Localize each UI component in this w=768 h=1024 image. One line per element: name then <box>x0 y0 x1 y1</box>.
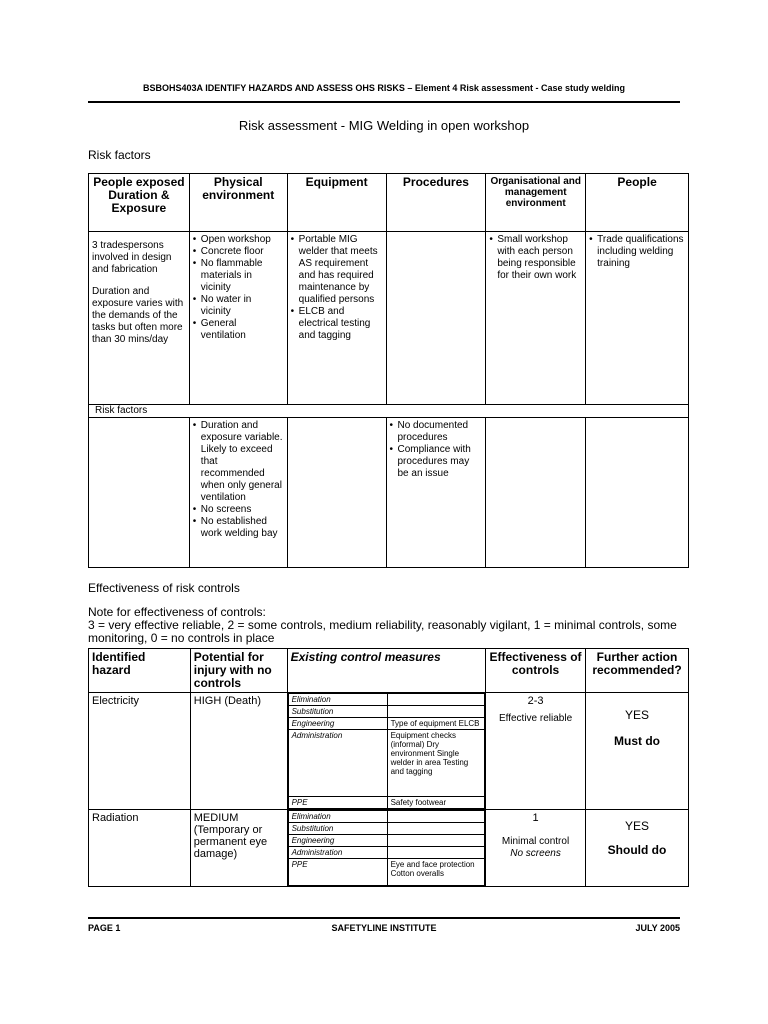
action-value: YES <box>624 819 649 833</box>
action-note: Must do <box>614 734 660 748</box>
controls-cell <box>287 693 486 810</box>
control-row <box>288 823 485 835</box>
control-row <box>288 811 485 823</box>
control-row <box>288 835 485 847</box>
col-procedures: Procedures <box>386 174 486 232</box>
col-potential-injury: Potential for injury with no controls <box>190 649 287 693</box>
control-label: PPE <box>288 797 387 809</box>
header-rule <box>88 101 680 103</box>
risk-factors-subheading: Risk factors <box>89 405 689 418</box>
control-label: Administration <box>288 730 387 797</box>
control-value <box>387 823 485 835</box>
hazard-cell: Electricity <box>89 693 191 810</box>
col-physical-environment: Physical environment <box>189 174 287 232</box>
control-row <box>288 694 485 706</box>
potential-cell: HIGH (Death) <box>190 693 287 810</box>
control-value <box>387 811 485 823</box>
col-people-exposed: People exposed Duration & Exposure <box>89 174 190 232</box>
control-label: Engineering <box>288 718 387 730</box>
list-item: • No screens <box>201 504 284 516</box>
cell-procedures <box>386 232 486 405</box>
control-value <box>387 694 485 706</box>
effectiveness-score: 2-3 <box>527 695 544 707</box>
list-item: • Open workshop <box>201 234 284 246</box>
control-value <box>387 706 485 718</box>
page-title: Risk assessment - MIG Welding in open workshop <box>238 118 530 133</box>
control-value: Safety footwear <box>387 797 485 809</box>
effectiveness-cell <box>486 810 586 887</box>
control-value <box>387 847 485 859</box>
cell-people <box>586 232 689 405</box>
list-item: • Concrete floor <box>201 246 284 258</box>
col-further-action: Further action recommended? <box>586 649 689 693</box>
control-value: Type of equipment ELCB <box>387 718 485 730</box>
footer-rule <box>88 917 680 919</box>
cell-physical-2 <box>189 418 287 568</box>
action-cell <box>586 693 689 810</box>
potential-cell: MEDIUM (Temporary or permanent eye damage) <box>190 810 287 887</box>
cell-empty <box>89 418 190 568</box>
footer-page: PAGE 1 <box>88 923 121 933</box>
controls-cell <box>287 810 486 887</box>
list-item: • Trade qualifications including welding training <box>597 234 685 270</box>
cell-people-exposed <box>89 232 190 405</box>
controls-table <box>288 693 486 809</box>
risk-factors-subheading-row <box>89 405 689 418</box>
table-row <box>89 693 689 810</box>
table-row <box>89 810 689 887</box>
note-title: Note for effectiveness of controls: <box>88 605 266 619</box>
col-identified-hazard: Identified hazard <box>89 649 191 693</box>
effectiveness-text: Minimal control <box>501 836 570 847</box>
control-label: Administration <box>288 847 387 859</box>
col-organisational: Organisational and management environment <box>486 174 586 232</box>
control-row <box>288 706 485 718</box>
control-label: Substitution <box>288 706 387 718</box>
cell-empty <box>586 418 689 568</box>
col-equipment: Equipment <box>287 174 386 232</box>
control-label: Substitution <box>288 823 387 835</box>
control-value: Eye and face protection Cotton overalls <box>387 859 485 886</box>
control-row <box>288 859 485 886</box>
running-header: BSBOHS403A IDENTIFY HAZARDS AND ASSESS OHS RISKS – Element 4 Risk assessment - Case study welding <box>143 83 625 93</box>
col-effectiveness: Effectiveness of controls <box>486 649 586 693</box>
list-item: • Duration and exposure variable. Likely to exceed that recommended when only general ventilation <box>201 420 284 504</box>
control-row <box>288 797 485 809</box>
cell-empty <box>287 418 386 568</box>
list-item: • Compliance with procedures may be an issue <box>398 444 483 480</box>
risk-factors-header-row <box>89 174 689 232</box>
cell-organisational <box>486 232 586 405</box>
cell-physical <box>189 232 287 405</box>
list-item: • ELCB and electrical testing and tagging <box>299 306 383 342</box>
action-cell <box>586 810 689 887</box>
effectiveness-heading: Effectiveness of risk controls <box>88 581 240 595</box>
hazard-cell: Radiation <box>89 810 191 887</box>
cell-empty <box>486 418 586 568</box>
list-item: • Portable MIG welder that meets AS requirement and has required maintenance by qualified persons <box>299 234 383 306</box>
effectiveness-note: No screens <box>510 848 561 859</box>
col-existing-controls: Existing control measures <box>287 649 486 693</box>
risk-factors-row-2 <box>89 418 689 568</box>
effectiveness-cell <box>486 693 586 810</box>
control-row <box>288 847 485 859</box>
action-value: YES <box>624 708 649 722</box>
risk-factors-heading: Risk factors <box>88 148 151 162</box>
effectiveness-score: 1 <box>532 812 539 824</box>
control-row <box>288 730 485 797</box>
list-item: • No water in vicinity <box>201 294 284 318</box>
control-row <box>288 718 485 730</box>
cell-equipment <box>287 232 386 405</box>
footer-institute: SAFETYLINE INSTITUTE <box>331 923 437 933</box>
effectiveness-text: Effective reliable <box>498 713 573 724</box>
footer-date: JULY 2005 <box>635 923 680 933</box>
control-label: Engineering <box>288 835 387 847</box>
controls-table <box>288 810 486 886</box>
control-value <box>387 835 485 847</box>
col-people: People <box>586 174 689 232</box>
control-value: Equipment checks (informal) Dry environment Single welder in area Testing and tagging <box>387 730 485 797</box>
list-item: • No documented procedures <box>398 420 483 444</box>
effectiveness-note <box>88 606 688 645</box>
control-label: Elimination <box>288 811 387 823</box>
duration-text: Duration and exposure varies with the demands of the tasks but often more than 30 mins/day <box>92 286 184 345</box>
people-exposed-text: 3 tradespersons involved in design and fabrication <box>92 240 172 275</box>
effectiveness-table <box>88 648 689 887</box>
list-item: • General ventilation <box>201 318 284 342</box>
list-item: • No flammable materials in vicinity <box>201 258 284 294</box>
action-note: Should do <box>607 843 667 857</box>
control-label: Elimination <box>288 694 387 706</box>
control-label: PPE <box>288 859 387 886</box>
risk-factors-table <box>88 173 689 568</box>
effectiveness-header-row <box>89 649 689 693</box>
note-text: 3 = very effective reliable, 2 = some controls, medium reliability, reasonably vigilant, 1 = minimal controls, some monitoring, 0 = no controls in place <box>88 618 677 645</box>
list-item: • No established work welding bay <box>201 516 284 540</box>
risk-factors-row-1 <box>89 232 689 405</box>
cell-procedures-2 <box>386 418 486 568</box>
list-item: • Small workshop with each person being responsible for their own work <box>497 234 582 282</box>
